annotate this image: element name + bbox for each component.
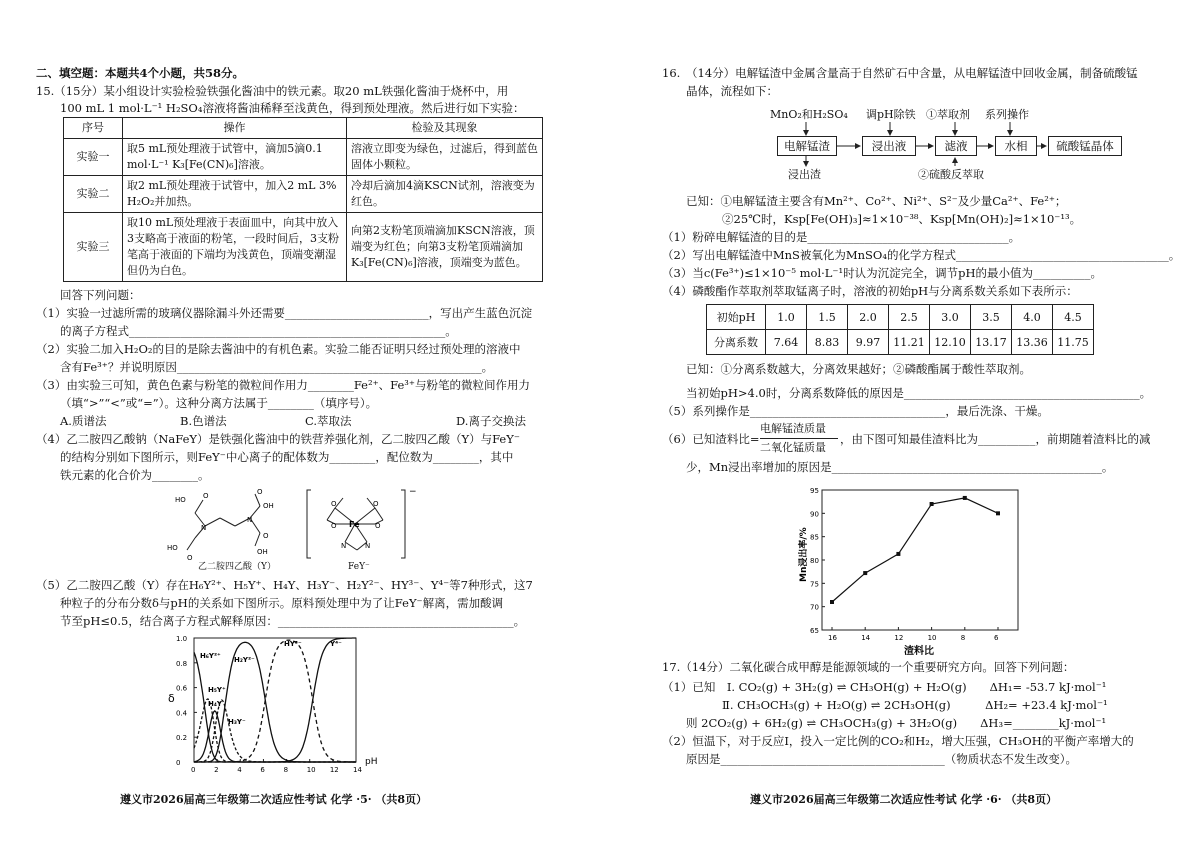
y-tick-label: 0.4 bbox=[176, 709, 188, 718]
q15-part3-line1: （3）由实验三可知，黄色色素与粉笔的微粒间作用力________Fe²⁺、Fe³⁺与粉笔的微粒间作用力 bbox=[36, 378, 530, 392]
svg-text:O: O bbox=[263, 532, 269, 540]
y-tick-label: 0.8 bbox=[176, 659, 188, 668]
y-tick-label: 0.2 bbox=[176, 734, 188, 743]
x-tick-label: 10 bbox=[927, 634, 937, 642]
q17-reaction3: 则 2CO₂(g) + 6H₂(g) ⇌ CH₃OCH₃(g) + 3H₂O(g) ΔH₃=________kJ·mol⁻¹ bbox=[686, 716, 1107, 730]
left-footer: 遵义市2026届高三年级第二次适应性考试 化学 ·5· （共8页） bbox=[120, 793, 428, 806]
q15-part5-line2: 种粒子的分布分数δ与pH的关系如下图所示。原料预处理中为了让FeY⁻解离，需加酸调 bbox=[60, 596, 504, 610]
y-tick-label: 0 bbox=[176, 759, 181, 767]
svg-text:N: N bbox=[247, 516, 253, 524]
q15-part2-line1: （2）实验二加入H₂O₂的目的是除去酱油中的有机色素。实验二能否证明只经过预处理的溶液中 bbox=[36, 342, 521, 356]
y-structure-diagram bbox=[165, 488, 295, 566]
y-tick-label: 65 bbox=[810, 627, 819, 635]
q15-part1-line2: 的离子方程式_______________________________________________________。 bbox=[60, 324, 457, 338]
flow-above-label: 调pH除铁 bbox=[866, 108, 916, 121]
right-page bbox=[600, 0, 1200, 847]
y-axis-label: δ bbox=[168, 692, 175, 705]
y-axis-label: Mn浸出率/% bbox=[799, 527, 809, 582]
q17-intro: 17.（14分）二氧化碳合成甲醇是能源领域的一个重要研究方向。回答下列问题： bbox=[662, 660, 1075, 674]
y-tick-label: 85 bbox=[810, 533, 819, 542]
option-b: B.色谱法 bbox=[180, 414, 227, 428]
q15-part2-line2: 含有Fe³⁺？并说明原因_____________________________________________________。 bbox=[60, 360, 494, 374]
flow-box: 滤液 bbox=[935, 136, 977, 156]
y-tick-label: 95 bbox=[810, 487, 819, 495]
svg-text:O: O bbox=[375, 522, 381, 530]
table-row: 实验一 取5 mL预处理液于试管中，滴加5滴0.1 mol·L⁻¹ K₃[Fe(CN)₆]溶液。 溶液立即变为绿色，过滤后，得到蓝色固体小颗粒。 bbox=[64, 139, 543, 176]
x-tick-label: 2 bbox=[214, 766, 219, 774]
q15-part4-line1: （4）乙二胺四乙酸钠（NaFeY）是铁强化酱油中的铁营养强化剂，乙二胺四乙酸（Y）与FeY⁻ bbox=[36, 432, 520, 446]
species-label: Y⁴⁻ bbox=[330, 640, 342, 648]
svg-text:HO: HO bbox=[175, 496, 186, 504]
x-tick-label: 16 bbox=[828, 634, 837, 642]
q17-reaction2: Ⅱ. CH₃OCH₃(g) + H₂O(g) ⇌ 2CH₃OH(g) ΔH₂= +23.4 kJ·mol⁻¹ bbox=[722, 698, 1108, 712]
table-row: 实验二 取2 mL预处理液于试管中，加入2 mL 3% H₂O₂并加热。 冷却后滴加4滴KSCN试剂，溶液变为红色。 bbox=[64, 176, 543, 213]
q16-part1: （1）粉碎电解锰渣的目的是___________________________________。 bbox=[662, 230, 1021, 244]
q16-part6-prefix: （6）已知渣料比= bbox=[662, 432, 760, 446]
data-point bbox=[863, 571, 867, 575]
q16-part4: （4）磷酸酯作萃取剂萃取锰离子时，溶液的初始pH与分离系数关系如下表所示： bbox=[662, 284, 1078, 298]
mn-leaching-chart bbox=[800, 482, 1040, 657]
y-tick-label: 80 bbox=[810, 557, 819, 565]
data-point bbox=[830, 600, 834, 604]
x-tick-label: 14 bbox=[353, 766, 362, 774]
y-tick-label: 1.0 bbox=[176, 635, 188, 643]
svg-text:O: O bbox=[331, 522, 337, 530]
species-label: H₂Y²⁻ bbox=[234, 656, 255, 664]
q16-part4b: 当初始pH>4.0时，分离系数降低的原因是_________________________________________。 bbox=[686, 386, 1152, 400]
svg-text:−: − bbox=[409, 487, 417, 497]
x-tick-label: 6 bbox=[260, 766, 265, 774]
q17-part2-line1: （2）恒温下，对于反应Ⅰ，投入一定比例的CO₂和H₂，增大压强，CH₃OH的平衡产率增大的 bbox=[662, 734, 1134, 748]
x-tick-label: 12 bbox=[329, 766, 339, 774]
flow-box: 水相 bbox=[995, 136, 1037, 156]
fey-structure-diagram bbox=[305, 486, 425, 562]
svg-text:N: N bbox=[341, 542, 347, 550]
q16-part6-line2: 少，Mn浸出率增加的原因是_______________________________________________。 bbox=[686, 460, 1114, 474]
x-tick-label: 0 bbox=[191, 766, 196, 774]
q15-part4-line2: 的结构分别如下图所示，则FeY⁻中心离子的配体数为________，配位数为________，其中 bbox=[60, 450, 514, 464]
x-tick-label: 6 bbox=[994, 634, 999, 642]
y-tick-label: 75 bbox=[810, 580, 819, 589]
y-tick-label: 90 bbox=[810, 510, 819, 519]
q15-part1-line1: （1）实验一过滤所需的玻璃仪器除漏斗外还需要_________________________，写出产生蓝色沉淀 bbox=[36, 306, 533, 320]
table-header: 检验及其现象 bbox=[347, 118, 543, 139]
species-label: H₃Y⁻ bbox=[228, 718, 246, 726]
data-point bbox=[896, 552, 900, 556]
q15-part4-line3: 铁元素的化合价为________。 bbox=[60, 468, 210, 482]
x-axis-label: 渣料比 bbox=[904, 646, 934, 657]
species-curve bbox=[194, 700, 356, 762]
svg-text:N: N bbox=[365, 542, 371, 550]
flow-box: 浸出液 bbox=[862, 136, 916, 156]
data-point bbox=[930, 502, 934, 506]
table-row: 实验三 取10 mL预处理液于表面皿中，向其中放入3支略高于液面的粉笔，一段时间后，3支粉笔高于液面的下端均为浅黄色，顶端变潮湿但仍为白色。 向第2支粉笔顶端滴加KSCN溶液，顶端变为红色；向第3支粉笔顶端滴加K₃[Fe(CN)₆]溶液，顶端变为蓝色。 bbox=[64, 213, 543, 282]
series-line bbox=[832, 498, 998, 602]
q15-part3-line2: （填“>”“<”或“=”）。这种分离方法属于________（填序号）。 bbox=[60, 396, 378, 410]
x-axis-label: pH bbox=[365, 757, 378, 767]
answer-prompt: 回答下列问题： bbox=[60, 288, 141, 302]
data-point bbox=[996, 511, 1000, 515]
q16-intro-line2: 晶体，流程如下： bbox=[686, 84, 778, 98]
q17-reaction1: （1）已知 Ⅰ. CO₂(g) + 3H₂(g) ⇌ CH₃OH(g) + H₂O(g) ΔH₁= -53.7 kJ·mol⁻¹ bbox=[662, 680, 1107, 694]
x-tick-label: 14 bbox=[861, 634, 871, 642]
q15-part5-line3: 节至pH≤0.5，结合离子方程式解释原因：_________________________________________。 bbox=[60, 614, 526, 628]
q15-intro-line2: 100 mL 1 mol·L⁻¹ H₂SO₄溶液将酱油稀释至浅黄色，得到预处理液。然后进行如下实验： bbox=[60, 101, 525, 115]
section-heading: 二、填空题：本题共4个小题，共58分。 bbox=[36, 66, 245, 80]
data-point bbox=[963, 496, 967, 500]
q15-part5-line1: （5）乙二胺四乙酸（Y）存在H₆Y²⁺、H₅Y⁺、H₄Y、H₃Y⁻、H₂Y²⁻、HY³⁻、Y⁴⁻等7种形式，这7 bbox=[36, 578, 533, 592]
q16-known2: ②25℃时，Ksp[Fe(OH)₃]≈1×10⁻³⁸、Ksp[Mn(OH)₂]≈1×10⁻¹³。 bbox=[722, 212, 1082, 226]
y-tick-label: 0.6 bbox=[176, 684, 188, 693]
svg-text:O: O bbox=[203, 492, 209, 500]
q17-part2-line2: 原因是_______________________________________（物质状态不发生改变）。 bbox=[686, 752, 1077, 766]
x-tick-label: 10 bbox=[306, 766, 316, 774]
plot-frame bbox=[822, 490, 1018, 630]
distribution-fraction-chart bbox=[160, 632, 390, 772]
svg-text:Fe: Fe bbox=[349, 520, 360, 529]
x-tick-label: 8 bbox=[960, 634, 966, 642]
q16-part3: （3）当c(Fe³⁺)≤1×10⁻⁵ mol·L⁻¹时认为沉淀完全，调节pH的最小值为__________。 bbox=[662, 266, 1102, 280]
q16-known3: 已知：①分离系数越大，分离效果越好；②磷酸酯属于酸性萃取剂。 bbox=[686, 362, 1031, 376]
table-header: 操作 bbox=[123, 118, 347, 139]
species-curve bbox=[194, 711, 356, 762]
svg-text:OH: OH bbox=[263, 502, 274, 510]
flow-above-label: MnO₂和H₂SO₄ bbox=[770, 108, 848, 121]
q16-intro-line1: 16. （14分）电解锰渣中金属含量高于自然矿石中含量，从电解锰渣中回收金属，制备硫酸锰 bbox=[662, 66, 1138, 80]
svg-text:O: O bbox=[187, 554, 193, 562]
option-c: C.萃取法 bbox=[305, 414, 352, 428]
q16-known1: 已知：①电解锰渣主要含有Mn²⁺、Co²⁺、Ni²⁺、S²⁻及少量Ca²⁺、Fe²⁺； bbox=[686, 194, 1067, 208]
x-tick-label: 4 bbox=[237, 766, 242, 774]
svg-text:O: O bbox=[373, 500, 379, 508]
species-label: H₄Y bbox=[208, 700, 222, 708]
svg-text:HO: HO bbox=[167, 544, 178, 552]
fraction-bar bbox=[760, 438, 838, 439]
option-a: A.质谱法 bbox=[60, 414, 107, 428]
flow-box: 电解锰渣 bbox=[777, 136, 837, 156]
y-caption: 乙二胺四乙酸（Y） bbox=[198, 562, 276, 572]
svg-text:OH: OH bbox=[257, 548, 268, 556]
svg-text:N: N bbox=[201, 524, 207, 532]
experiment-table bbox=[63, 117, 543, 282]
option-d: D.离子交换法 bbox=[456, 414, 526, 428]
table-row: 分离系数 7.64 8.83 9.97 11.21 12.10 13.17 13.36 11.75 bbox=[707, 330, 1094, 355]
flow-below-label: 浸出渣 bbox=[788, 168, 821, 181]
svg-text:O: O bbox=[257, 488, 263, 496]
q16-part5: （5）系列操作是__________________________________，最后洗涤、干燥。 bbox=[662, 404, 1049, 418]
x-tick-label: 8 bbox=[283, 766, 289, 774]
flow-above-label: 系列操作 bbox=[985, 108, 1029, 121]
ph-table bbox=[706, 304, 1094, 355]
species-label: H₅Y⁺ bbox=[208, 686, 226, 694]
q15-intro-line1: 15.（15分）某小组设计实验检验铁强化酱油中的铁元素。取20 mL铁强化酱油于烧杯中，用 bbox=[36, 84, 509, 98]
svg-text:O: O bbox=[331, 500, 337, 508]
q16-part6-suffix: ，由下图可知最佳渣料比为__________，前期随着渣料比的减 bbox=[840, 432, 1151, 446]
fey-caption: FeY⁻ bbox=[348, 562, 370, 572]
right-footer: 遵义市2026届高三年级第二次适应性考试 化学 ·6· （共8页） bbox=[750, 793, 1058, 806]
q16-part2: （2）写出电解锰渣中MnS被氧化为MnSO₄的化学方程式_____________________________________。 bbox=[662, 248, 1181, 262]
table-header: 序号 bbox=[64, 118, 123, 139]
flow-below-label: ②硫酸反萃取 bbox=[918, 168, 984, 181]
fraction-denominator: 二氧化锰质量 bbox=[760, 441, 826, 454]
fraction-numerator: 电解锰渣质量 bbox=[760, 422, 826, 435]
species-label: H₆Y²⁺ bbox=[200, 652, 221, 660]
y-tick-label: 70 bbox=[810, 603, 819, 612]
flow-box: 硫酸锰晶体 bbox=[1048, 136, 1122, 156]
x-tick-label: 12 bbox=[894, 634, 904, 642]
species-label: HY³⁻ bbox=[284, 640, 302, 648]
flow-arrows bbox=[600, 100, 1200, 180]
flow-above-label: ①萃取剂 bbox=[926, 108, 970, 121]
table-row: 初始pH 1.0 1.5 2.0 2.5 3.0 3.5 4.0 4.5 bbox=[707, 305, 1094, 330]
